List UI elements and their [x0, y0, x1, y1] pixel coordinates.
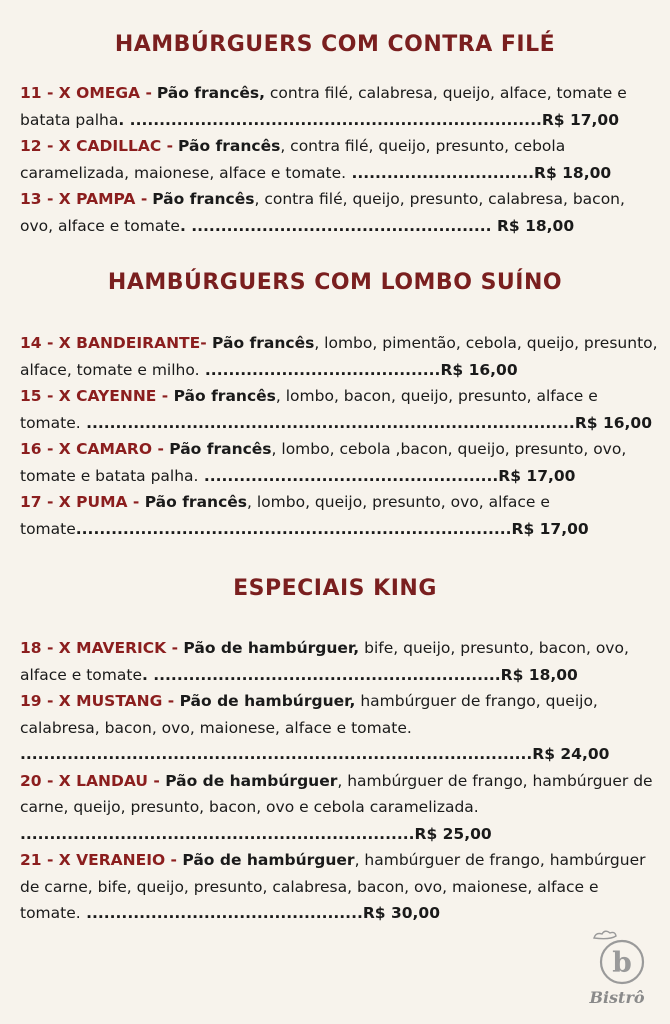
item-dots: ........................................ — [199, 360, 441, 379]
item-bread: Pão de hambúrguer — [177, 851, 355, 869]
item-bread: Pão francês — [168, 387, 276, 405]
item-description: , contra filé, queijo, presunto, cebola caramelizada, maionese, alface e tomate. — [20, 137, 566, 182]
item-description: contra filé, calabresa, queijo, alface, tomate e batata palha — [20, 84, 627, 129]
item-number-name: 15 - X CAYENNE - — [20, 387, 169, 405]
section-title-lombo-suino: HAMBÚRGUERS COM LOMBO SUÍNO — [107, 270, 563, 295]
item-dots: . ........................................................... — [141, 665, 501, 684]
item-number-name: 11 - X OMEGA - — [20, 84, 152, 102]
item-number-name: 14 - X BANDEIRANTE- — [20, 334, 207, 352]
item-dots: . ................................................... — [179, 216, 492, 235]
item-number-name: 12 - X CADILLAC - — [20, 137, 174, 155]
item-dots: . ...................................................................... — [118, 110, 542, 129]
item-dots: ............................................... — [80, 904, 363, 922]
item-price: R$ 16,00 — [574, 413, 652, 432]
menu-item — [20, 768, 660, 848]
item-price: R$ 16,00 — [440, 360, 518, 379]
item-number-name: 16 - X CAMARO - — [20, 440, 164, 458]
item-description: , hambúrguer de frango, hambúrguer de carne, queijo, presunto, bacon, ovo e cebola caramelizada. — [20, 771, 653, 816]
item-number-name: 20 - X LANDAU - — [20, 771, 160, 790]
item-description: , lombo, cebola ,bacon, queijo, presunto, ovo, tomate e batata palha. — [20, 440, 627, 485]
item-price: R$ 17,00 — [541, 110, 620, 129]
item-number-name: 18 - X MAVERICK - — [20, 639, 179, 657]
item-bread: Pão de hambúrguer, — [178, 639, 360, 657]
item-bread: Pão francês — [163, 440, 272, 458]
item-price: R$ 25,00 — [414, 824, 492, 843]
section-contra-file — [20, 80, 660, 239]
item-bread: Pão francês — [206, 334, 315, 352]
item-number-name: 21 - X VERANEIO - — [20, 851, 177, 869]
bistro-logo — [582, 928, 652, 1018]
item-description: , lombo, queijo, presunto, ovo, alface e tomate — [20, 493, 550, 538]
menu-item — [20, 635, 660, 688]
item-price: R$ 17,00 — [498, 466, 576, 485]
item-price: R$ 18,00 — [500, 665, 578, 684]
menu-item — [20, 330, 660, 383]
menu-item — [20, 688, 660, 768]
item-dots: ............................... — [346, 163, 535, 182]
item-dots: .......................................................................... — [75, 519, 512, 538]
menu-item — [20, 847, 660, 927]
item-bread: Pão de hambúrguer — [159, 771, 338, 790]
item-number-name: 17 - X PUMA - — [20, 493, 140, 511]
item-price: R$ 18,00 — [534, 163, 612, 182]
bistro-logo-text: Bistrô — [589, 988, 645, 1007]
item-dots: ................................................................................... — [80, 413, 575, 432]
item-description: bife, queijo, presunto, bacon, ovo, alface e tomate — [20, 639, 629, 684]
item-price: R$ 18,00 — [491, 216, 575, 235]
menu-item — [20, 383, 660, 436]
item-bread: Pão francês — [139, 493, 247, 511]
menu-item — [20, 436, 660, 489]
item-dots: ................................................................... — [20, 824, 415, 843]
item-bread: Pão francês — [152, 190, 255, 208]
item-description: , lombo, pimentão, cebola, queijo, presunto, alface, tomate e milho. — [20, 334, 658, 379]
item-bread: Pão francês, — [156, 84, 265, 102]
item-number-name: 13 - X PAMPA - — [20, 190, 148, 208]
item-description: , contra filé, queijo, presunto, calabresa, bacon, ovo, alface e tomate — [20, 190, 625, 235]
svg-text:b: b — [612, 946, 632, 979]
menu-item — [20, 133, 660, 186]
menu-item — [20, 80, 660, 133]
item-dots: ....................................................................................... — [20, 745, 533, 763]
section-lombo-suino — [20, 330, 660, 542]
item-description: , lombo, bacon, queijo, presunto, alface e tomate. — [20, 387, 598, 432]
menu-item — [20, 186, 660, 239]
section-title-contra-file: HAMBÚRGUERS COM CONTRA FILÉ — [114, 32, 556, 57]
item-number-name: 19 - X MUSTANG - — [20, 692, 175, 710]
menu-item — [20, 489, 660, 542]
section-title-especiais-king: ESPECIAIS KING — [233, 576, 437, 601]
item-price: R$ 24,00 — [532, 745, 610, 763]
item-description: , hambúrguer de frango, hambúrguer de carne, bife, queijo, presunto, calabresa, bacon, ovo, maionese, alface e tomate. — [20, 851, 646, 922]
item-price: R$ 17,00 — [511, 519, 589, 538]
item-description: hambúrguer de frango, queijo, calabresa, bacon, ovo, maionese, alface e tomate. — [20, 692, 598, 737]
item-price: R$ 30,00 — [362, 904, 441, 922]
item-dots: .................................................. — [198, 466, 499, 485]
item-bread: Pão de hambúrguer, — [174, 692, 356, 710]
section-especiais-king — [20, 635, 660, 927]
item-bread: Pão francês — [178, 137, 281, 155]
chef-hat-icon — [582, 928, 652, 988]
